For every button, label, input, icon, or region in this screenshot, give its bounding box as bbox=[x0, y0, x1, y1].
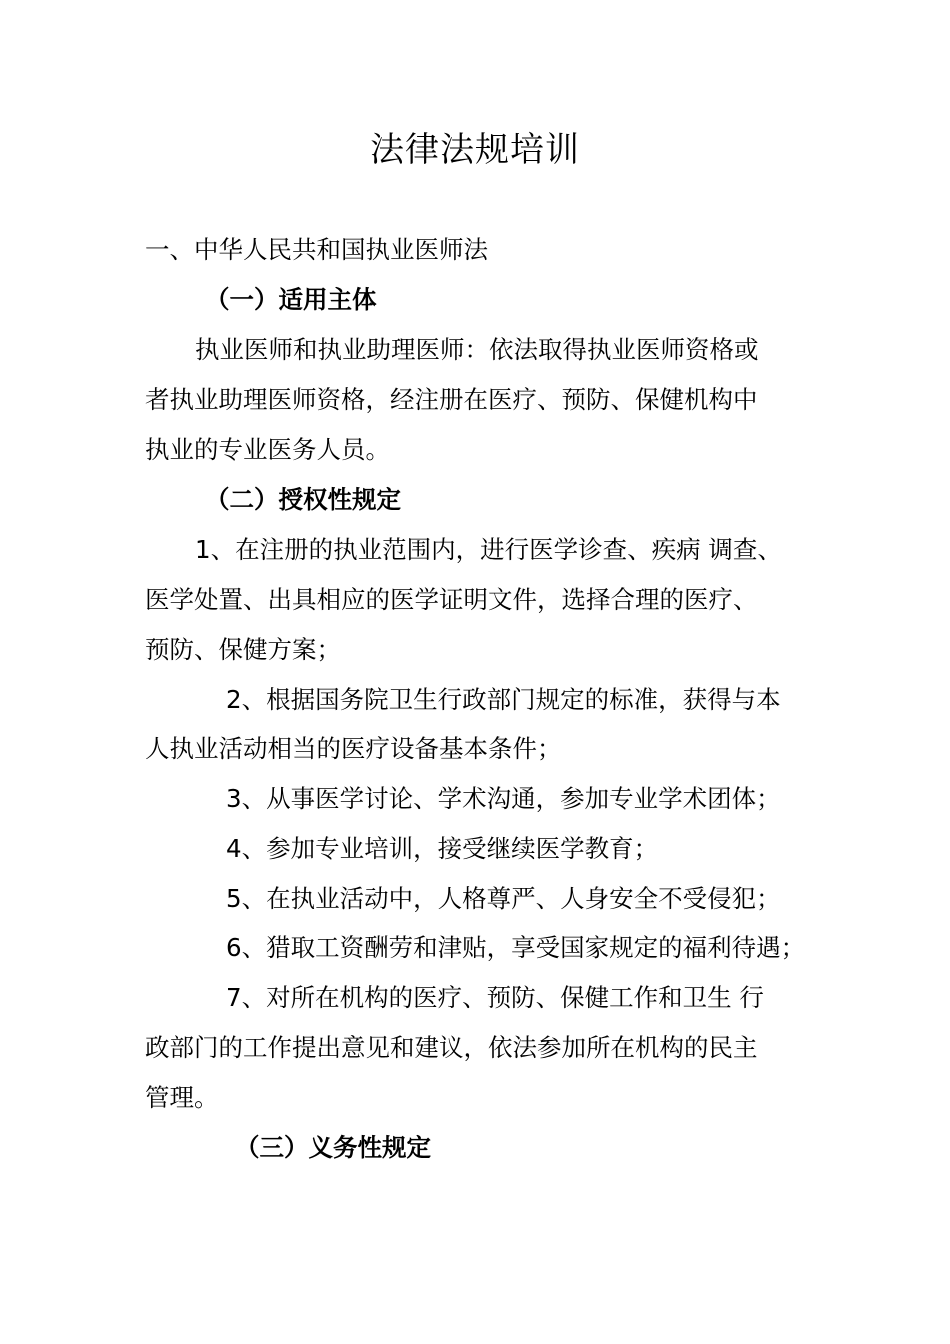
list-item-line: 预防、保健方案； bbox=[145, 635, 341, 664]
paragraph-line: 执业医师和执业助理医师：依法取得执业医师资格或 bbox=[195, 335, 759, 364]
document-title: 法律法规培训 bbox=[370, 130, 580, 170]
subsection-heading-authorization: （二）授权性规定 bbox=[205, 485, 401, 514]
list-item: 3、从事医学讨论、学术沟通，参加专业学术团体； bbox=[226, 784, 781, 813]
list-item-line: 7、对所在机构的医疗、预防、保健工作和卫生 行 bbox=[226, 983, 764, 1012]
list-item-line: 管理。 bbox=[145, 1083, 219, 1112]
list-item-line: 医学处置、出具相应的医学证明文件，选择合理的医疗、 bbox=[145, 585, 758, 614]
paragraph-line: 者执业助理医师资格，经注册在医疗、预防、保健机构中 bbox=[145, 385, 758, 414]
subsection-heading-applicable-subject: （一）适用主体 bbox=[205, 285, 377, 314]
section-heading: 一、中华人民共和国执业医师法 bbox=[145, 235, 488, 264]
subsection-heading-obligation: （三）义务性规定 bbox=[235, 1133, 431, 1162]
list-item: 4、参加专业培训，接受继续医学教育； bbox=[226, 834, 659, 863]
list-item-line: 2、根据国务院卫生行政部门规定的标准，获得与本 bbox=[226, 685, 781, 714]
list-item-line: 人执业活动相当的医疗设备基本条件； bbox=[145, 734, 562, 763]
list-item: 5、在执业活动中，人格尊严、人身安全不受侵犯； bbox=[226, 884, 781, 913]
list-item-line: 1、在注册的执业范围内，进行医学诊查、疾病 调查、 bbox=[195, 535, 782, 564]
list-item: 6、猎取工资酬劳和津贴，享受国家规定的福利待遇； bbox=[226, 933, 806, 962]
paragraph-line: 执业的专业医务人员。 bbox=[145, 435, 390, 464]
list-item-line: 政部门的工作提出意见和建议，依法参加所在机构的民主 bbox=[145, 1033, 758, 1062]
